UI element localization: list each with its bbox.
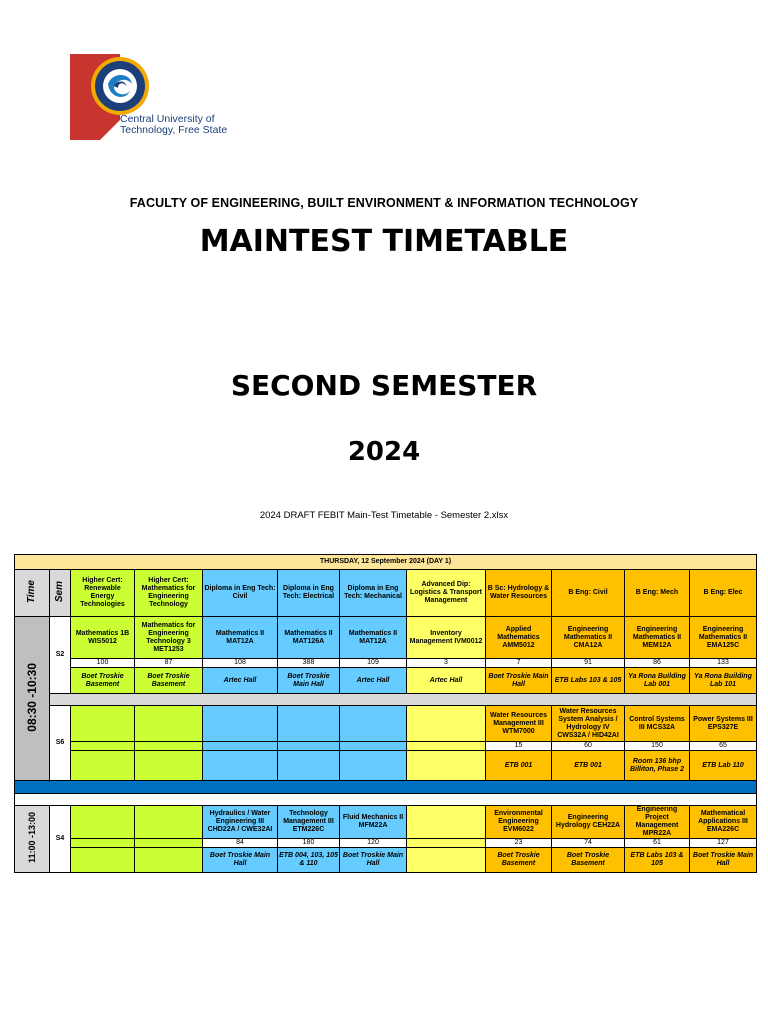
time-header-label: Time: [26, 579, 37, 604]
empty-cell: [135, 848, 203, 873]
sem-column-header: [50, 570, 71, 617]
venue-cell: ETB Labs 103 & 105: [552, 668, 625, 694]
time-column-header: [15, 570, 50, 617]
subject-cell: Mathematical Applications III EMA226C: [690, 806, 757, 839]
student-count: 87: [135, 659, 203, 668]
student-count: 61: [625, 839, 690, 848]
venue-cell: ETB 001: [552, 751, 625, 781]
empty-cell: [340, 742, 407, 751]
empty-cell: [278, 706, 340, 742]
venue-cell: ETB Lab 110: [690, 751, 757, 781]
sem-label: S6: [50, 706, 71, 781]
empty-cell: [407, 839, 486, 848]
subject-cell: Technology Management III ETM226C: [278, 806, 340, 839]
venue-cell: Boet Troskie Main Hall: [278, 668, 340, 694]
student-count: 74: [552, 839, 625, 848]
slot-divider: [15, 781, 757, 794]
empty-cell: [340, 751, 407, 781]
subject-cell: Mathematics for Engineering Technology 3 MET1253: [135, 617, 203, 659]
semester-heading: SECOND SEMESTER: [230, 369, 538, 402]
day-heading: THURSDAY, 12 September 2024 (DAY 1): [15, 555, 757, 570]
empty-cell: [135, 706, 203, 742]
empty-cell: [278, 742, 340, 751]
programme-header: Advanced Dip: Logistics & Transport Management: [407, 570, 486, 617]
programme-header: B Eng: Elec: [690, 570, 757, 617]
subject-cell: Hydraulics / Water Engineering III CHD22A / CWE32AI: [203, 806, 278, 839]
subject-cell: Inventory Management IVM0012: [407, 617, 486, 659]
venue-cell: ETB Labs 103 & 105: [625, 848, 690, 873]
empty-cell: [71, 742, 135, 751]
subject-cell: Fluid Mechanics II MFM22A: [340, 806, 407, 839]
student-count: 127: [690, 839, 757, 848]
time-slot-label: 11:00 -13:00: [27, 811, 37, 864]
empty-cell: [407, 806, 486, 839]
student-count: 84: [203, 839, 278, 848]
empty-cell: [135, 839, 203, 848]
empty-cell: [407, 742, 486, 751]
empty-cell: [278, 751, 340, 781]
empty-cell: [135, 742, 203, 751]
student-count: 180: [278, 839, 340, 848]
venue-cell: Boet Troskie Basement: [552, 848, 625, 873]
subject-cell: Water Resources System Analysis / Hydrology IV CWS32A / HID42AI: [552, 706, 625, 742]
venue-cell: Ya Rona Building Lab 001: [625, 668, 690, 694]
subject-cell: Engineering Mathematics II CMA12A: [552, 617, 625, 659]
university-name: [120, 114, 227, 136]
venue-cell: Boet Troskie Basement: [135, 668, 203, 694]
empty-cell: [203, 751, 278, 781]
programme-header: B Eng: Mech: [625, 570, 690, 617]
student-count: 100: [71, 659, 135, 668]
student-count: 388: [278, 659, 340, 668]
empty-cell: [71, 848, 135, 873]
sem-label: S2: [50, 617, 71, 694]
empty-cell: [71, 706, 135, 742]
page-title: MAINTEST TIMETABLE: [199, 224, 569, 259]
subject-cell: Mathematics II MAT126A: [278, 617, 340, 659]
timetable: [14, 554, 757, 873]
student-count: 7: [486, 659, 552, 668]
venue-cell: Boet Troskie Basement: [71, 668, 135, 694]
empty-cell: [407, 706, 486, 742]
university-name-line1: Central University of: [120, 113, 215, 125]
empty-cell: [407, 751, 486, 781]
venue-cell: Boet Troskie Main Hall: [340, 848, 407, 873]
subject-cell: Power Systems III EPS327E: [690, 706, 757, 742]
empty-cell: [340, 706, 407, 742]
student-count: 91: [552, 659, 625, 668]
programme-header: Higher Cert: Renewable Energy Technologies: [71, 570, 135, 617]
venue-cell: Room 136 bhp Billiton, Phase 2: [625, 751, 690, 781]
row-spacer: [15, 794, 757, 806]
subject-cell: Water Resources Management III WTM7000: [486, 706, 552, 742]
empty-cell: [135, 806, 203, 839]
sem-label: S4: [50, 806, 71, 873]
year-heading: 2024: [347, 437, 421, 467]
subject-cell: Applied Mathematics AMM5012: [486, 617, 552, 659]
empty-cell: [71, 806, 135, 839]
empty-cell: [203, 742, 278, 751]
programme-header: Diploma in Eng Tech: Civil: [203, 570, 278, 617]
programme-header: Diploma in Eng Tech: Electrical: [278, 570, 340, 617]
student-count: 109: [340, 659, 407, 668]
venue-cell: Boet Troskie Basement: [486, 848, 552, 873]
student-count: 86: [625, 659, 690, 668]
student-count: 23: [486, 839, 552, 848]
programme-header: Higher Cert: Mathematics for Engineering Technology: [135, 570, 203, 617]
venue-cell: ETB 001: [486, 751, 552, 781]
empty-cell: [407, 848, 486, 873]
sem-header-label: Sem: [54, 580, 65, 603]
venue-cell: Artec Hall: [407, 668, 486, 694]
subject-cell: Engineering Mathematics II MEM12A: [625, 617, 690, 659]
subject-cell: Environmental Engineering EVM6022: [486, 806, 552, 839]
venue-cell: ETB 004, 103, 105 & 110: [278, 848, 340, 873]
subject-cell: Engineering Mathematics II EMA125C: [690, 617, 757, 659]
student-count: 3: [407, 659, 486, 668]
student-count: 133: [690, 659, 757, 668]
subject-cell: Engineering Hydrology CEH22A: [552, 806, 625, 839]
venue-cell: Boet Troskie Main Hall: [690, 848, 757, 873]
venue-cell: Artec Hall: [340, 668, 407, 694]
subject-cell: Mathematics II MAT12A: [340, 617, 407, 659]
student-count: 108: [203, 659, 278, 668]
programme-header: B Eng: Civil: [552, 570, 625, 617]
time-slot-label: 08:30 -10:30: [25, 662, 39, 732]
venue-cell: Ya Rona Building Lab 101: [690, 668, 757, 694]
empty-cell: [71, 751, 135, 781]
venue-cell: Boet Troskie Main Hall: [203, 848, 278, 873]
programme-header: Diploma in Eng Tech: Mechanical: [340, 570, 407, 617]
time-slot-1: [15, 617, 50, 781]
student-count: 150: [625, 742, 690, 751]
file-name: 2024 DRAFT FEBIT Main-Test Timetable - Semester 2.xlsx: [259, 510, 509, 521]
student-count: 65: [690, 742, 757, 751]
subject-cell: Mathematics 1B WIS5012: [71, 617, 135, 659]
student-count: 15: [486, 742, 552, 751]
empty-cell: [135, 751, 203, 781]
time-slot-2: [15, 806, 50, 873]
subject-cell: Control Systems III MCS32A: [625, 706, 690, 742]
university-name-line2: Technology, Free State: [120, 124, 228, 136]
student-count: 60: [552, 742, 625, 751]
student-count: 120: [340, 839, 407, 848]
venue-cell: Boet Troskie Main Hall: [486, 668, 552, 694]
faculty-heading: FACULTY OF ENGINEERING, BUILT ENVIRONMENT & INFORMATION TECHNOLOGY: [129, 196, 639, 210]
row-separator: [50, 694, 757, 706]
subject-cell: Mathematics II MAT12A: [203, 617, 278, 659]
empty-cell: [71, 839, 135, 848]
programme-header: B Sc: Hydrology & Water Resources: [486, 570, 552, 617]
empty-cell: [203, 706, 278, 742]
venue-cell: Artec Hall: [203, 668, 278, 694]
subject-cell: Engineering Project Management MPR22A: [625, 806, 690, 839]
